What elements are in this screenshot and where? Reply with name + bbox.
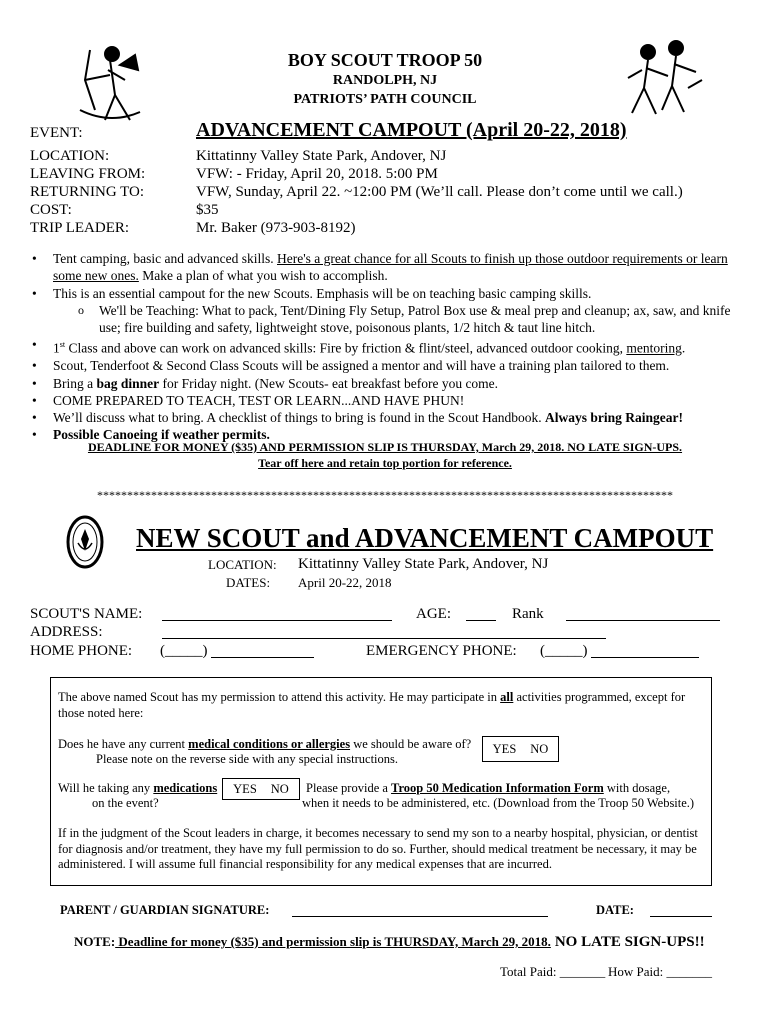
scout-name-field[interactable] (162, 606, 392, 621)
returning-label: RETURNING TO: (30, 184, 145, 200)
medical-yes-no-box[interactable] (482, 736, 559, 762)
form-location-value: Kittatinny Valley State Park, Andover, NJ (298, 556, 549, 572)
emergency-phone-label: EMERGENCY PHONE: (366, 643, 517, 659)
age-field[interactable] (466, 606, 496, 621)
list-item: • Possible Canoeing if weather permits. (30, 426, 750, 443)
list-item: • This is an essential campout for the new Scouts. Emphasis will be on teaching basic camping skills. (30, 285, 750, 302)
bsa-emblem-icon (66, 515, 104, 569)
form-dates-label: DATES: (226, 575, 271, 590)
permission-statement: The above named Scout has my permission to attend this activity. He may participate in all activities programmed, except for those noted here: (58, 690, 686, 720)
tear-separator: ************************************************************************************************ (97, 488, 673, 502)
list-item: o We'll be Teaching: What to pack, Tent/Dining Fly Setup, Patrol Box use & meal prep and cleanup; ax, saw, and knife use; fire building and safety, lightweight stove, poisonous plants, 1/2 hitch & taut line hitch. (30, 302, 750, 337)
troop-city: RANDOLPH, NJ (332, 73, 438, 88)
list-item: • 1st Class and above can work on advanced skills: Fire by friction & flint/steel, advanced outdoor cooking, mentoring. (30, 336, 750, 357)
date-label: DATE: (596, 903, 634, 917)
medication-form-note: Please provide a Troop 50 Medication Information Form with dosage, (306, 781, 671, 795)
address-label: ADDRESS: (30, 624, 103, 640)
location-value: Kittatinny Valley State Park, Andover, NJ (196, 148, 447, 164)
tearoff-line: Tear off here and retain top portion for reference. (258, 456, 512, 470)
medications-question: Will he taking any medications (58, 781, 218, 795)
rank-field[interactable] (566, 606, 720, 621)
event-value: ADVANCEMENT CAMPOUT (April 20-22, 2018) (196, 119, 627, 141)
deadline-line: DEADLINE FOR MONEY ($35) AND PERMISSION SLIP IS THURSDAY, March 29, 2018. NO LATE SIGN-UPS. (87, 440, 683, 454)
medications-yes-no-box[interactable] (222, 778, 300, 800)
no-option[interactable]: NO (530, 741, 549, 756)
rank-label: Rank (512, 606, 544, 622)
emergency-phone-field[interactable] (591, 643, 699, 658)
list-item: • Bring a bag dinner for Friday night. (New Scouts- eat breakfast before you come. (30, 375, 750, 392)
list-item: • We’ll discuss what to bring. A checklist of things to bring is found in the Scout Handbook. Always bring Raingear! (30, 409, 750, 426)
location-label: LOCATION: (30, 148, 110, 164)
home-phone-label: HOME PHONE: (30, 643, 133, 659)
yes-option[interactable]: YES (233, 781, 257, 796)
home-phone-area: (_____) (160, 643, 208, 659)
event-label: EVENT: (30, 125, 83, 141)
returning-value: VFW, Sunday, April 22. ~12:00 PM (We’ll call. Please don’t come until we call.) (196, 184, 683, 200)
list-item: • Scout, Tenderfoot & Second Class Scouts will be assigned a mentor and will have a training plan tailored to them. (30, 357, 750, 374)
list-item: • COME PREPARED TO TEACH, TEST OR LEARN...AND HAVE PHUN! (30, 392, 750, 409)
signature-label: PARENT / GUARDIAN SIGNATURE: (60, 903, 270, 917)
medication-form-note-cont: when it needs to be administered, etc. (Download from the Troop 50 Website.) (302, 796, 695, 810)
how-paid: How Paid: _______ (608, 964, 712, 979)
medical-question: Does he have any current medical conditions or allergies we should be aware of? (58, 737, 472, 751)
emergency-phone-area: (_____) (540, 643, 588, 659)
form-dates-value: April 20-22, 2018 (298, 575, 392, 590)
info-bullet-list (30, 250, 750, 444)
troop-title: BOY SCOUT TROOP 50 (287, 50, 483, 70)
total-paid: Total Paid: _______ (500, 964, 606, 979)
scout-name-label: SCOUT'S NAME: (30, 606, 143, 622)
list-item: • Tent camping, basic and advanced skills. Here's a great chance for all Scouts to finish up those outdoor requirements or learn some new ones. Make a plan of what you wish to accomplish. (30, 250, 750, 285)
age-label: AGE: (416, 606, 451, 622)
medications-question-cont: on the event? (92, 796, 159, 810)
cost-value: $35 (196, 202, 219, 218)
leader-value: Mr. Baker (973-903-8192) (196, 220, 356, 236)
troop-council: PATRIOTS’ PATH COUNCIL (293, 92, 477, 107)
leaving-label: LEAVING FROM: (30, 166, 146, 182)
form-title: NEW SCOUT and ADVANCEMENT CAMPOUT (136, 523, 714, 553)
home-phone-field[interactable] (211, 643, 314, 658)
deadline-note: NOTE: Deadline for money ($35) and permission slip is THURSDAY, March 29, 2018. NO LATE SIGN-UPS!! (74, 934, 705, 950)
signature-field[interactable] (292, 902, 548, 917)
date-field[interactable] (650, 902, 712, 917)
form-location-label: LOCATION: (208, 557, 277, 572)
leaving-value: VFW: - Friday, April 20, 2018. 5:00 PM (196, 166, 438, 182)
no-option[interactable]: NO (270, 781, 289, 796)
treatment-consent: If in the judgment of the Scout leaders in charge, it becomes necessary to send my son to a nearby hospital, physician, or dentist for diagnosis and/or treatment, they have my full permission to do so. Further, should medical treatment be necessary, it may be administered. I will assume full financial responsibility for any medical expenses that are incurred. (58, 826, 698, 871)
address-field[interactable] (162, 624, 606, 639)
cost-label: COST: (30, 202, 72, 218)
medical-note: Please note on the reverse side with any special instructions. (96, 752, 399, 766)
leader-label: TRIP LEADER: (30, 220, 130, 236)
yes-option[interactable]: YES (492, 741, 517, 756)
